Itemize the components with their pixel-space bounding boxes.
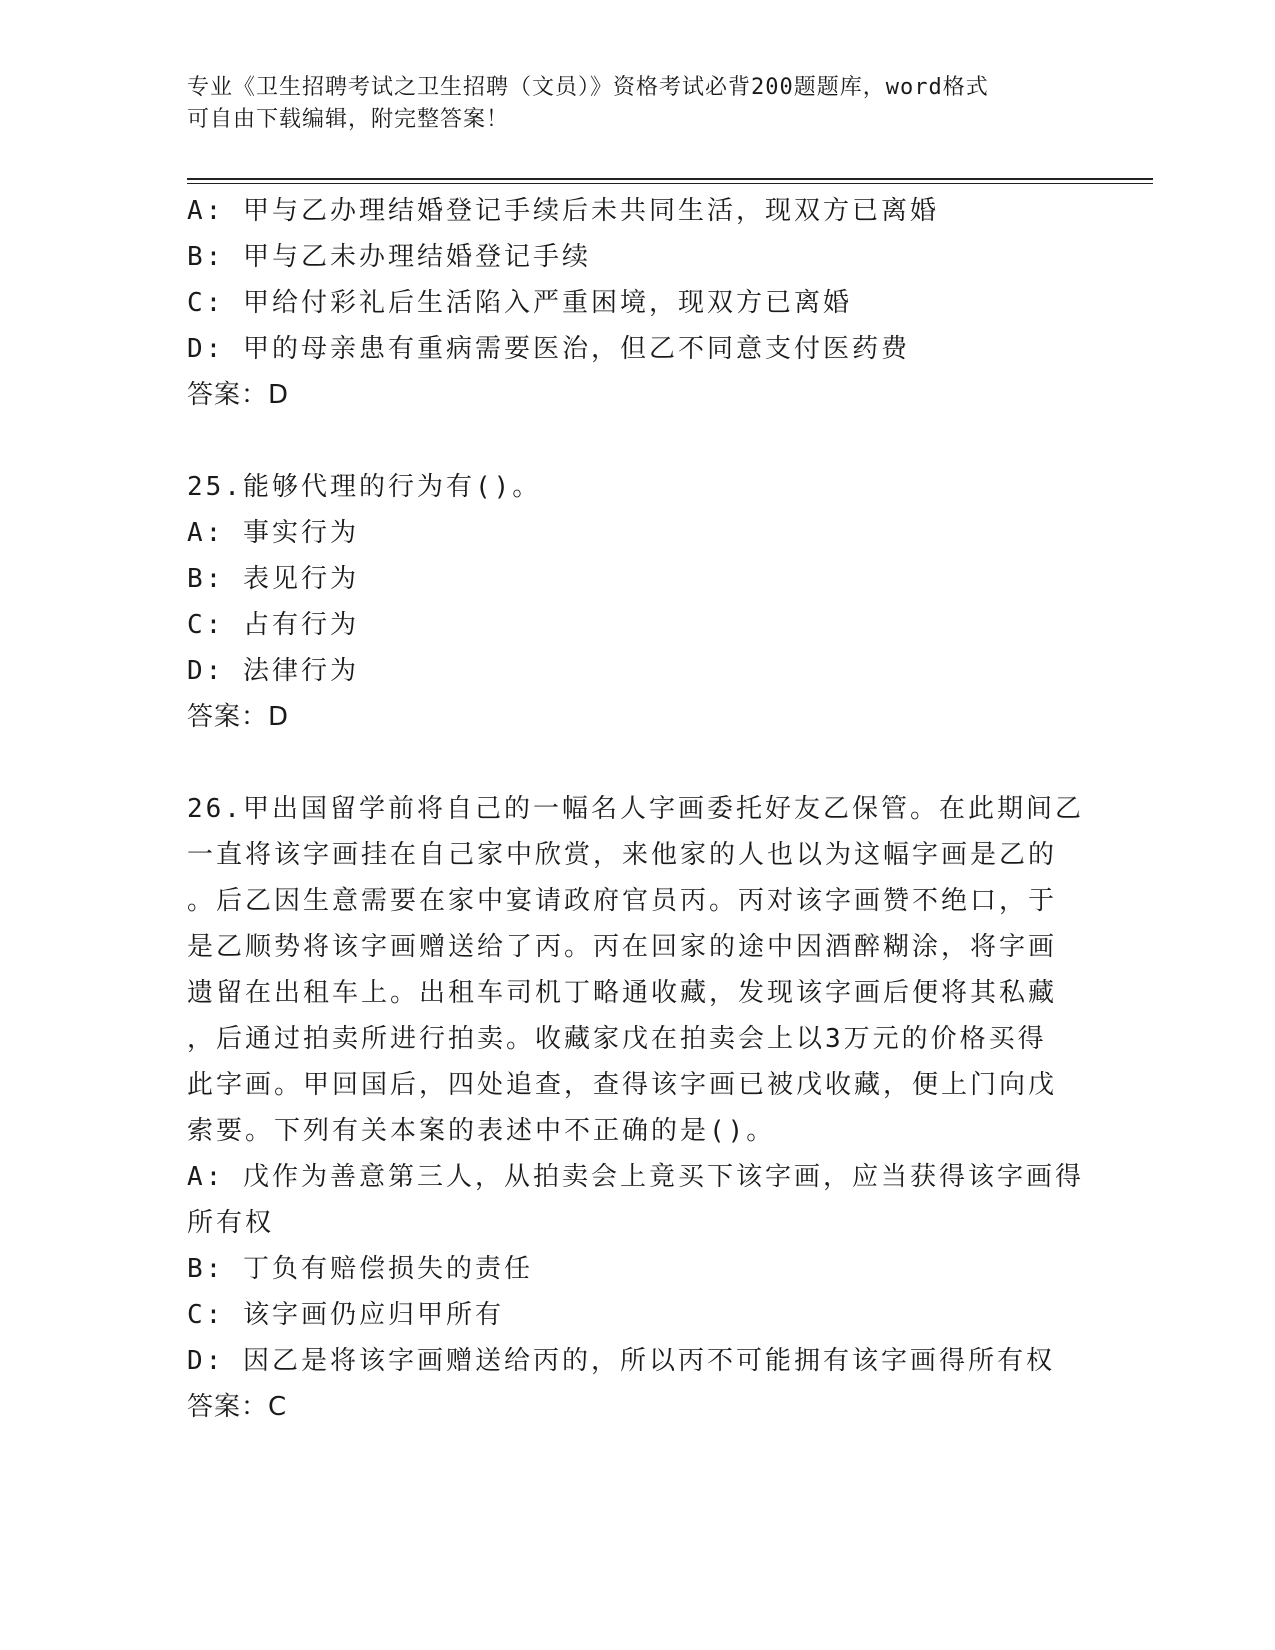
question-stem-line: 26.甲出国留学前将自己的一幅名人字画委托好友乙保管。在此期间乙 — [187, 794, 1084, 824]
option-a: A: 甲与乙办理结婚登记手续后未共同生活，现双方已离婚 — [187, 196, 939, 226]
header-divider — [187, 178, 1153, 184]
option-a-line: 所有权 — [187, 1208, 275, 1238]
answer: 答案：C — [187, 1392, 288, 1422]
question-stem-line: 遗留在出租车上。出租车司机丁略通收藏，发现该字画后便将其私藏 — [187, 978, 1058, 1008]
header-title-line-2: 可自由下载编辑，附完整答案！ — [187, 107, 510, 132]
option-d: D: 因乙是将该字画赠送给丙的，所以丙不可能拥有该字画得所有权 — [187, 1346, 1055, 1376]
question-stem-line: 。后乙因生意需要在家中宴请政府官员丙。丙对该字画赞不绝口，于 — [187, 886, 1058, 916]
question-25 — [187, 464, 1087, 740]
option-b: B: 表见行为 — [187, 564, 359, 594]
spacer — [187, 740, 1087, 786]
question-stem: 25.能够代理的行为有()。 — [187, 472, 542, 502]
question-26 — [187, 786, 1087, 1430]
option-d: D: 法律行为 — [187, 656, 359, 686]
option-b: B: 甲与乙未办理结婚登记手续 — [187, 242, 591, 272]
option-b: B: 丁负有赔偿损失的责任 — [187, 1254, 533, 1284]
option-c: C: 该字画仍应归甲所有 — [187, 1300, 504, 1330]
question-stem-line: 此字画。甲回国后，四处追查，查得该字画已被戊收藏，便上门向戊 — [187, 1070, 1058, 1100]
header-title-line-1: 专业《卫生招聘考试之卫生招聘（文员）》资格考试必背200题题库，word格式 — [187, 75, 989, 100]
document-header — [187, 72, 1087, 136]
option-c: C: 占有行为 — [187, 610, 359, 640]
question-stem-line: ，后通过拍卖所进行拍卖。收藏家戊在拍卖会上以3万元的价格买得 — [187, 1024, 1047, 1054]
option-a: A: 事实行为 — [187, 518, 359, 548]
option-c: C: 甲给付彩礼后生活陷入严重困境，现双方已离婚 — [187, 288, 852, 318]
answer: 答案：D — [187, 702, 290, 732]
question-stem-line: 一直将该字画挂在自己家中欣赏，来他家的人也以为这幅字画是乙的 — [187, 840, 1058, 870]
option-a-line: A: 戊作为善意第三人，从拍卖会上竟买下该字画，应当获得该字画得 — [187, 1162, 1084, 1192]
question-stem-line: 索要。下列有关本案的表述中不正确的是()。 — [187, 1116, 776, 1146]
document-body — [187, 188, 1087, 1430]
answer: 答案：D — [187, 380, 290, 410]
question-24 — [187, 188, 1087, 418]
option-d: D: 甲的母亲患有重病需要医治，但乙不同意支付医药费 — [187, 334, 910, 364]
question-stem-line: 是乙顺势将该字画赠送给了丙。丙在回家的途中因酒醉糊涂，将字画 — [187, 932, 1058, 962]
spacer — [187, 418, 1087, 464]
